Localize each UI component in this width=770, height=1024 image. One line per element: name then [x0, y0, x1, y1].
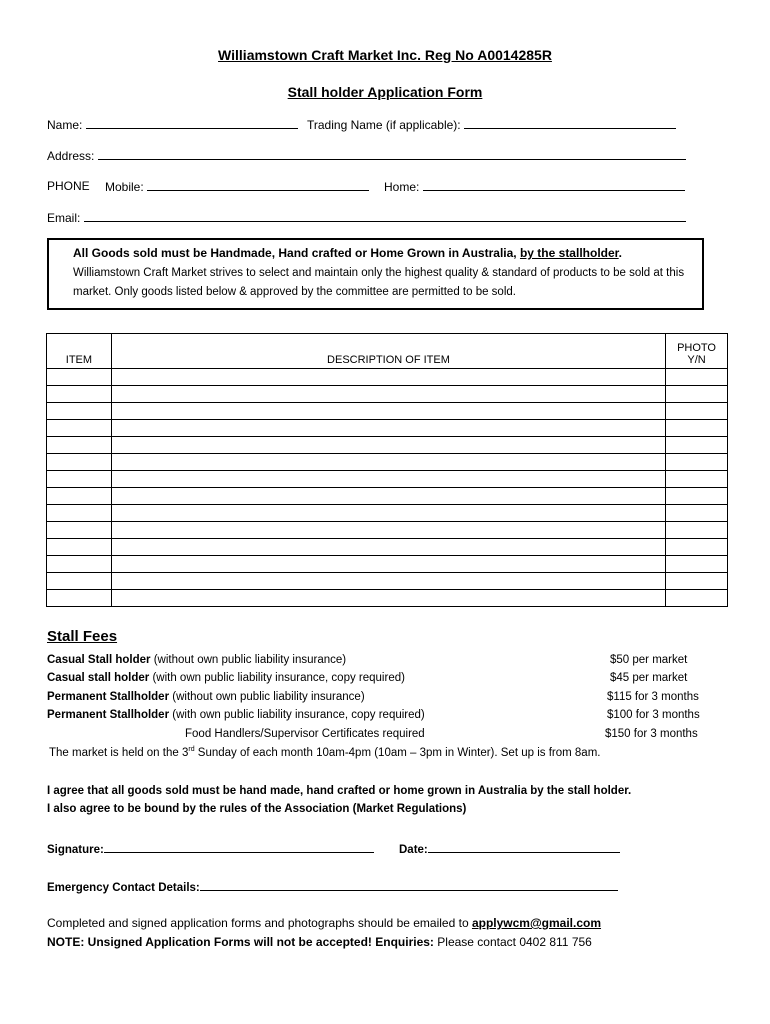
item-cell[interactable]: [47, 454, 112, 471]
photo-cell[interactable]: [666, 454, 728, 471]
table-row: [47, 590, 728, 607]
form-title: Williamstown Craft Market Inc. Reg No A0014285R: [218, 47, 552, 63]
description-cell[interactable]: [111, 471, 665, 488]
description-cell[interactable]: [111, 573, 665, 590]
stall-fees-heading: Stall Fees: [47, 628, 118, 645]
description-cell[interactable]: [111, 522, 665, 539]
item-cell[interactable]: [47, 386, 112, 403]
fee-detail: (with own public liability insurance, copy required): [149, 672, 405, 684]
notice-underline-text: by the stallholder: [519, 246, 619, 260]
footer-email-line: [47, 916, 601, 930]
table-row: [47, 420, 728, 437]
mobile-field[interactable]: [105, 179, 369, 194]
table-row: [47, 403, 728, 420]
description-cell[interactable]: [111, 488, 665, 505]
description-cell[interactable]: [111, 454, 665, 471]
form-subtitle: Stall holder Application Form: [287, 84, 483, 100]
fee-label: Permanent Stallholder: [47, 709, 170, 721]
signature-label: Signature:: [47, 844, 104, 856]
notice-period: .: [618, 246, 623, 260]
fee-row-2: [47, 672, 405, 684]
food-handlers-label: Food Handlers/Supervisor Certificates required: [185, 728, 425, 740]
email-label: Email:: [47, 211, 81, 225]
home-input-line[interactable]: [423, 179, 685, 191]
photo-cell[interactable]: [666, 471, 728, 488]
table-row: [47, 505, 728, 522]
mobile-input-line[interactable]: [147, 179, 369, 191]
table-row: [47, 522, 728, 539]
photo-cell[interactable]: [666, 539, 728, 556]
fee-label: Permanent Stallholder: [47, 691, 170, 703]
date-input-line[interactable]: [428, 841, 620, 853]
fee-row-4: [47, 709, 425, 721]
email-field[interactable]: [47, 210, 686, 225]
photo-cell[interactable]: [666, 369, 728, 386]
address-field[interactable]: [47, 148, 686, 163]
items-table: [46, 333, 728, 607]
name-field[interactable]: [47, 117, 298, 132]
photo-cell[interactable]: [666, 505, 728, 522]
table-row: [47, 471, 728, 488]
footer-emailed-text: Completed and signed application forms and photographs should be emailed to: [47, 916, 472, 930]
photo-cell[interactable]: [666, 403, 728, 420]
item-cell[interactable]: [47, 539, 112, 556]
description-cell[interactable]: [111, 403, 665, 420]
item-cell[interactable]: [47, 522, 112, 539]
item-cell[interactable]: [47, 573, 112, 590]
photo-cell[interactable]: [666, 386, 728, 403]
fee-label: Casual stall holder: [47, 672, 150, 684]
table-row: [47, 488, 728, 505]
description-cell[interactable]: [111, 437, 665, 454]
col-photo-line2: Y/N: [687, 354, 706, 366]
item-cell[interactable]: [47, 471, 112, 488]
schedule-post: Sunday of each month 10am-4pm (10am – 3pm in Winter). Set up is from 8am.: [194, 746, 601, 759]
emergency-label: Emergency Contact Details:: [47, 882, 200, 894]
schedule-sup: rd: [188, 746, 195, 753]
description-cell[interactable]: [111, 369, 665, 386]
footer-note-line: [47, 935, 592, 949]
table-row: [47, 556, 728, 573]
item-cell[interactable]: [47, 488, 112, 505]
table-row: [47, 386, 728, 403]
photo-cell[interactable]: [666, 590, 728, 607]
trading-name-field[interactable]: [307, 117, 676, 132]
fee-detail: (with own public liability insurance, copy required): [169, 709, 425, 721]
table-row: [47, 573, 728, 590]
signature-field[interactable]: [47, 841, 374, 856]
fee-row-1: [47, 654, 346, 666]
fee-price-1: $50 per market: [610, 654, 688, 666]
photo-cell[interactable]: [666, 488, 728, 505]
fee-row-3: [47, 691, 365, 703]
col-photo-line1: PHOTO: [677, 342, 716, 354]
emergency-input-line[interactable]: [200, 879, 618, 891]
item-cell[interactable]: [47, 420, 112, 437]
footer-email-link[interactable]: applywcm@gmail.com: [471, 916, 602, 930]
photo-cell[interactable]: [666, 437, 728, 454]
address-input-line[interactable]: [98, 148, 686, 160]
photo-cell[interactable]: [666, 420, 728, 437]
description-cell[interactable]: [111, 590, 665, 607]
item-cell[interactable]: [47, 590, 112, 607]
notice-heading: [73, 246, 692, 260]
trading-name-input-line[interactable]: [464, 117, 676, 129]
item-cell[interactable]: [47, 403, 112, 420]
trading-name-label: Trading Name (if applicable):: [307, 118, 461, 132]
photo-cell[interactable]: [666, 522, 728, 539]
food-handlers-price: $150 for 3 months: [605, 728, 698, 740]
description-cell[interactable]: [111, 386, 665, 403]
agreement-line-1: I agree that all goods sold must be hand made, hand crafted or home grown in Australia by the stall holder.: [47, 785, 632, 797]
photo-cell[interactable]: [666, 556, 728, 573]
date-field[interactable]: [399, 841, 620, 856]
agreement-line-2: I also agree to be bound by the rules of the Association (Market Regulations): [47, 803, 467, 815]
emergency-field[interactable]: [47, 879, 618, 894]
description-cell[interactable]: [111, 556, 665, 573]
email-input-line[interactable]: [84, 210, 686, 222]
name-input-line[interactable]: [86, 117, 298, 129]
item-cell[interactable]: [47, 369, 112, 386]
fee-price-4: $100 for 3 months: [607, 709, 700, 721]
notice-body: Williamstown Craft Market strives to select and maintain only the highest quality & standard of products to be sold at this market. Only goods listed below & approved by the committee are permitted to be sold.: [73, 267, 685, 298]
fee-price-2: $45 per market: [610, 672, 688, 684]
col-item-header: ITEM: [47, 334, 112, 369]
description-cell[interactable]: [111, 420, 665, 437]
item-cell[interactable]: [47, 437, 112, 454]
home-field[interactable]: [384, 179, 685, 194]
col-photo-header: [666, 334, 728, 369]
market-schedule: [49, 746, 600, 759]
description-cell[interactable]: [111, 539, 665, 556]
phone-label: PHONE: [47, 179, 90, 193]
notice-bold-text: All Goods sold must be Handmade, Hand crafted or Home Grown in Australia,: [73, 246, 517, 260]
table-row: [47, 454, 728, 471]
date-label: Date:: [399, 844, 428, 856]
fee-detail: (without own public liability insurance): [150, 654, 347, 666]
description-cell[interactable]: [111, 505, 665, 522]
photo-cell[interactable]: [666, 573, 728, 590]
address-label: Address:: [47, 149, 95, 163]
footer-note-contact: Please contact 0402 811 756: [433, 935, 592, 949]
table-row: [47, 539, 728, 556]
item-cell[interactable]: [47, 505, 112, 522]
item-cell[interactable]: [47, 556, 112, 573]
fee-label: Casual Stall holder: [47, 654, 151, 666]
mobile-label: Mobile:: [105, 180, 144, 194]
footer-note-bold: NOTE: Unsigned Application Forms will not be accepted! Enquiries:: [47, 935, 434, 949]
home-label: Home:: [384, 180, 420, 194]
notice-box: [47, 238, 704, 310]
schedule-pre: The market is held on the 3: [49, 746, 189, 759]
table-row: [47, 369, 728, 386]
name-label: Name:: [47, 118, 83, 132]
fee-price-3: $115 for 3 months: [607, 691, 699, 703]
fee-detail: (without own public liability insurance): [169, 691, 365, 703]
table-row: [47, 437, 728, 454]
col-description-header: DESCRIPTION OF ITEM: [111, 334, 665, 369]
signature-input-line[interactable]: [104, 841, 374, 853]
